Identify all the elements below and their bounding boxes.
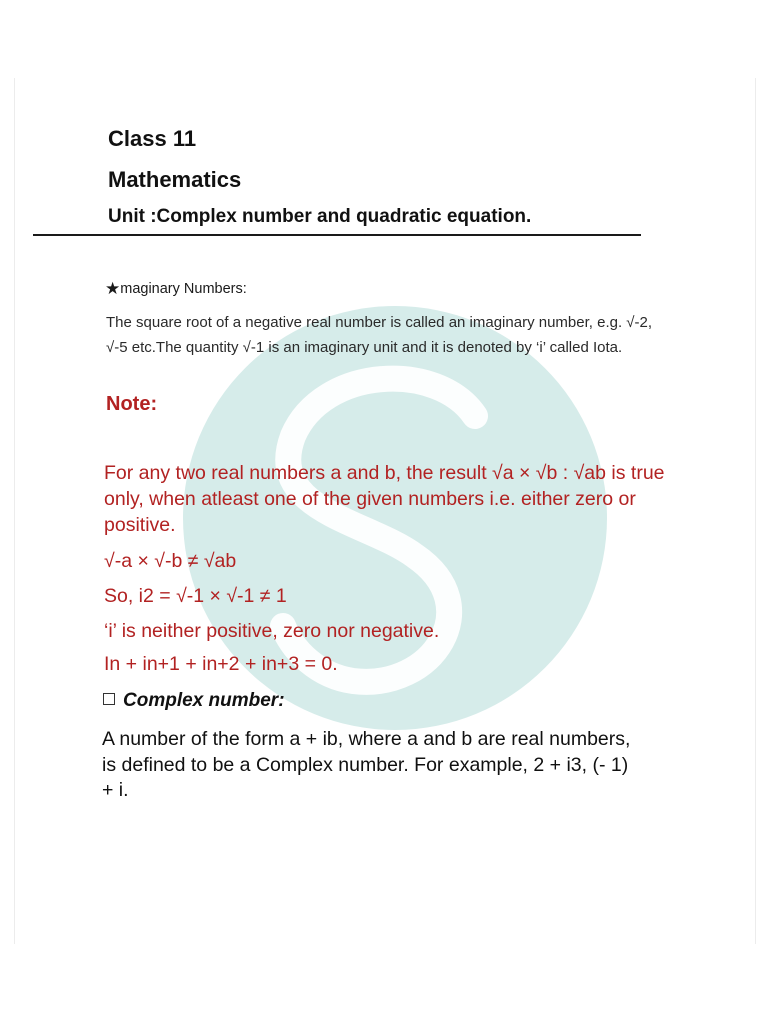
document-page: [14, 78, 756, 944]
complex-heading-text: Complex number:: [123, 690, 285, 711]
star-icon: ★: [105, 279, 121, 298]
imaginary-numbers-paragraph: The square root of a negative real number is called an imaginary number, e.g. √-2, √-5 etc.The quantity √-1 is an imaginary unit and it is denoted by ‘i’ called Iota.: [106, 314, 653, 356]
checkbox-icon: [103, 693, 115, 705]
imaginary-numbers-heading: [105, 279, 247, 299]
note-line: So, i2 = √-1 × √-1 ≠ 1: [104, 585, 287, 607]
header-divider: [33, 234, 641, 236]
subject-title: Mathematics: [108, 167, 242, 192]
note-line: ‘i’ is neither positive, zero nor negative.: [104, 620, 440, 642]
note-line: √-a × √-b ≠ √ab: [104, 550, 237, 572]
note-title: Note:: [106, 393, 158, 415]
imaginary-heading-text: maginary Numbers:: [120, 281, 247, 297]
class-title: Class 11: [108, 126, 197, 151]
note-paragraph: For any two real numbers a and b, the result √a × √b : √ab is true only, when atleast one of the given numbers i.e. either zero or positive.: [104, 462, 665, 536]
complex-number-paragraph: A number of the form a + ib, where a and b are real numbers, is defined to be a Complex number. For example, 2 + i3, (- 1) + i.: [102, 728, 631, 801]
note-line: In + in+1 + in+2 + in+3 = 0.: [104, 653, 338, 675]
complex-number-heading: [103, 690, 285, 712]
unit-title: Unit :Complex number and quadratic equation.: [108, 206, 532, 227]
